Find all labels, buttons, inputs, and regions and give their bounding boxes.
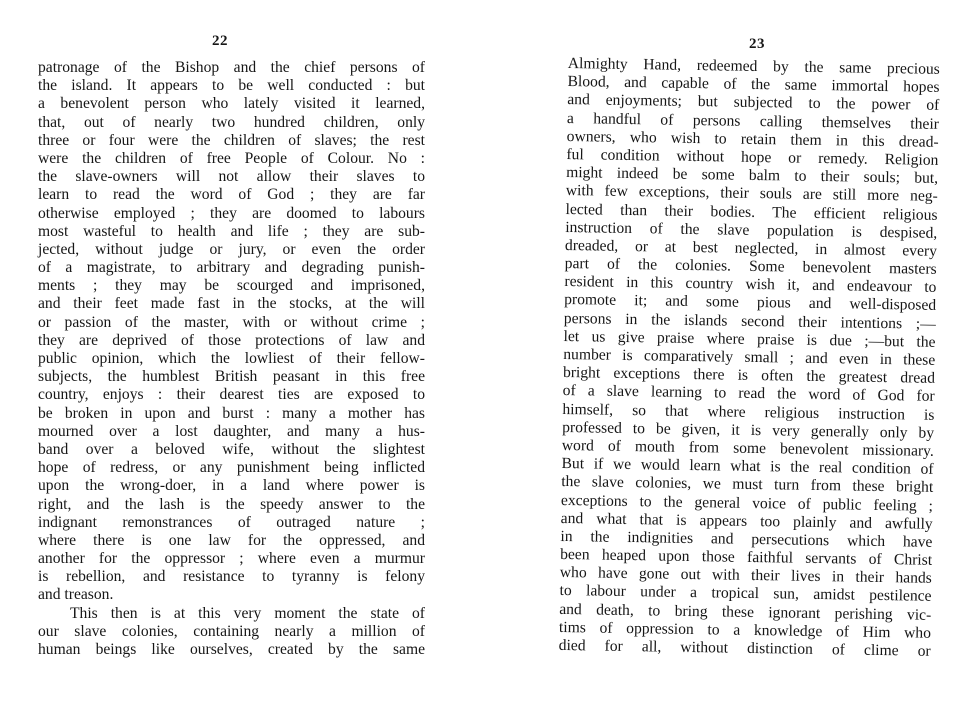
text-line: otherwise employed ; they are doomed to labours xyxy=(38,204,425,222)
text-line: three or four were the children of slaves; the rest xyxy=(38,131,425,149)
text-line: who have gone out with their lives in their hands xyxy=(559,564,932,588)
text-line: word of mouth from some benevolent missionary. xyxy=(561,436,934,460)
text-line: mourned over a lost daughter, and many a hus- xyxy=(38,422,425,440)
text-line: to labour under a tropical sun, amidst pestilence xyxy=(559,582,932,606)
text-line: our slave colonies, containing nearly a million of xyxy=(38,622,425,640)
text-line: where there is one law for the oppressed, and xyxy=(38,531,425,549)
text-line: of a slave learning to read the word of God for xyxy=(562,382,935,406)
text-line: most wasteful to health and life ; they are sub- xyxy=(38,222,425,240)
text-line: the island. It appears to be well conducted : but xyxy=(38,77,425,95)
text-line: band over a beloved wife, without the slightest xyxy=(38,440,425,458)
text-line: But if we would learn what is the real condition of xyxy=(561,455,934,478)
text-line: promote it; and some pious and well-disposed xyxy=(564,291,937,315)
text-line: the slave colonies, we must turn from these bright xyxy=(561,473,934,497)
text-line: country, enjoys : their dearest ties are exposed to xyxy=(38,386,425,404)
text-line: human beings like ourselves, created by the same xyxy=(38,641,425,658)
text-line: professed to be given, it is very generally only by xyxy=(562,418,935,442)
text-line: and what that is appears too plainly and awfully xyxy=(560,509,933,533)
body-text xyxy=(559,55,940,661)
text-line: jected, without judge or jury, or even the order xyxy=(38,240,425,258)
body-text xyxy=(38,59,425,659)
text-line: a benevolent person who lately visited it learned, xyxy=(38,95,425,113)
text-line: right, and the lash is the speedy answer to the xyxy=(38,495,425,513)
text-line: Blood, and capable of the same immortal hopes xyxy=(567,73,940,97)
text-line: were the children of free People of Colour. No : xyxy=(38,149,425,167)
text-line: is rebellion, and resistance to tyranny is felony xyxy=(38,568,425,586)
text-line: subjects, the humblest British peasant in this free xyxy=(38,368,425,386)
text-line: bright exceptions there is often the greatest dread xyxy=(562,364,936,387)
text-line: owners, who wish to retain them in this dread- xyxy=(566,127,939,151)
text-line: and enjoyments; but subjected to the power of xyxy=(567,91,940,115)
text-line: ments ; they may be scourged and imprisoned, xyxy=(38,277,425,295)
text-line: public opinion, which the lowliest of their fellow- xyxy=(38,350,425,367)
text-line: indignant remonstrances of outraged nature ; xyxy=(38,513,425,531)
text-line: another for the oppressor ; where even a murmur xyxy=(38,550,425,568)
text-line: died for all, without distinction of clime or xyxy=(558,636,931,660)
text-line: patronage of the Bishop and the chief persons of xyxy=(38,59,425,76)
text-line: upon the wrong-doer, in a land where power is xyxy=(38,477,425,495)
text-line: hope of redress, or any punishment being inflicted xyxy=(38,459,425,477)
text-line: persons in the islands second their intentions ;— xyxy=(563,309,936,333)
text-line: be broken in upon and burst : many a mother has xyxy=(38,404,425,422)
text-line: Almighty Hand, redeemed by the same precious xyxy=(567,55,940,78)
text-line: or passion of the master, with or without crime ; xyxy=(38,313,425,331)
page-number: 22 xyxy=(212,33,228,49)
text-line: instruction of the slave population is despised, xyxy=(565,218,938,242)
text-line: ful condition without hope or remedy. Religion xyxy=(566,145,939,169)
text-line: lected than their bodies. The efficient religious xyxy=(565,200,938,224)
text-line: resident in this country wish it, and endeavour to xyxy=(564,273,937,297)
text-line: in the indignities and persecutions which have xyxy=(560,527,933,551)
text-line: dreaded, or at best neglected, in almost every xyxy=(564,236,938,260)
right-page xyxy=(500,0,980,701)
text-line: exceptions to the general voice of public feeling ; xyxy=(560,491,934,515)
page-number: 23 xyxy=(749,36,765,52)
text-line: tims of oppression to a knowledge of Him who xyxy=(558,618,932,642)
text-line: learn to read the word of God ; they are far xyxy=(38,186,425,204)
text-line: This then is at this very moment the state of xyxy=(70,604,425,622)
text-line: with few exceptions, their souls are still more neg- xyxy=(565,182,938,206)
text-line: himself, so that where religious instruction is xyxy=(562,400,935,424)
text-line: of a magistrate, to arbitrary and degrading punish- xyxy=(38,259,425,277)
text-line: a handful of persons calling themselves their xyxy=(566,109,940,133)
text-line: they are deprived of those protections of law and xyxy=(38,331,425,349)
left-page xyxy=(0,0,470,701)
text-line: that, out of nearly two hundred children, only xyxy=(38,113,425,131)
text-line: let us give praise where praise is due ;—but the xyxy=(563,327,936,351)
text-line: and treason. xyxy=(38,586,114,604)
text-line: might indeed be some balm to their souls; but, xyxy=(566,164,939,187)
text-line: been heaped upon those faithful servants of Christ xyxy=(560,546,933,569)
text-line: number is comparatively small ; and even in these xyxy=(563,345,936,369)
text-line: part of the colonies. Some benevolent masters xyxy=(564,255,937,278)
text-line: and their feet made fast in the stocks, at the will xyxy=(38,295,425,313)
text-line: the slave-owners will not allow their slaves to xyxy=(38,168,425,186)
text-line: and death, to bring these ignorant perishing vic- xyxy=(559,600,932,624)
